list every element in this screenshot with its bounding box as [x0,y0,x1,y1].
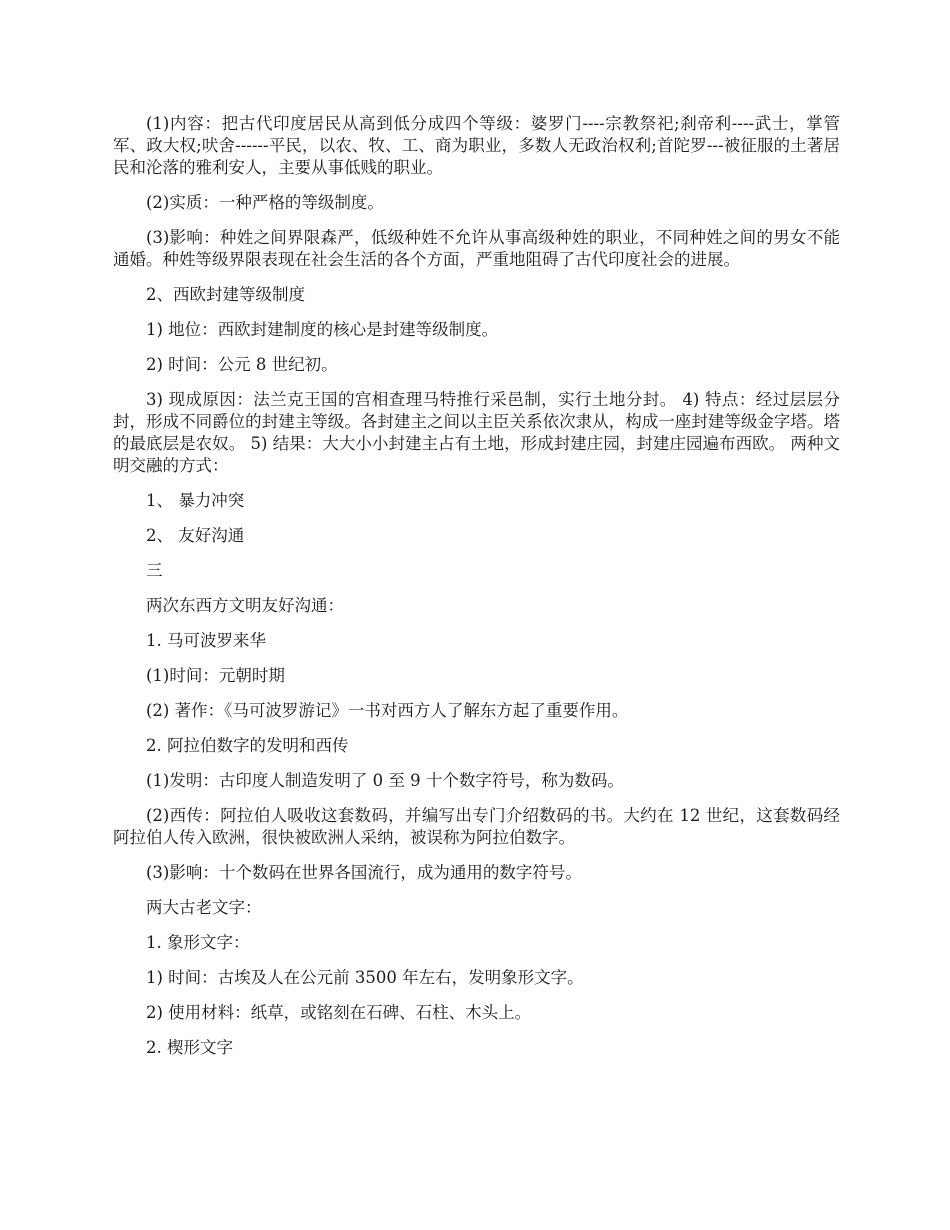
list-item-friendly-exchange: 2、 友好沟通 [146,526,245,545]
heading-cuneiform: 2. 楔形文字 [146,1038,233,1057]
document-page [113,113,840,1072]
paragraph-caste-impact: (3)影响：种姓之间界限森严，低级种姓不允许从事高级种姓的职业，不同种姓之间的男女不能通婚。种姓等级界限表现在社会生活的各个方面，严重地阻碍了古代印度社会的进展。 [113,228,840,269]
paragraph-numerals-impact: (3)影响：十个数码在世界各国流行，成为通用的数字符号。 [146,863,582,882]
paragraph-hieroglyphs-time: 1) 时间：古埃及人在公元前 3500 年左右，发明象形文字。 [146,968,584,987]
heading-western-feudal-system: 2、西欧封建等级制度 [146,285,305,304]
heading-two-ancient-scripts: 两大古老文字： [146,898,262,917]
heading-arabic-numerals: 2. 阿拉伯数字的发明和西传 [146,736,349,755]
paragraph-marco-polo-book: (2) 著作：《马可波罗游记》一书对西方人了解东方起了重要作用。 [146,701,629,720]
paragraph-numerals-spread: (2)西传：阿拉伯人吸收这套数码，并编写出专门介绍数码的书。大约在 12 世纪，这套数码经阿拉伯人传入欧洲，很快被欧洲人采纳，被误称为阿拉伯数字。 [113,806,840,847]
paragraph-feudal-cause-features-result: 3) 现成原因：法兰克王国的宫相查理马特推行采邑制，实行土地分封。 4) 特点：经过层层分封，形成不同爵位的封建主等级。各封建主之间以主臣关系依次隶从，构成一座封建等级金字塔。塔的最底层是农奴。 5) 结果：大大小小封建主占有土地，形成封建庄园，封建庄园遍布西欧。 两种文明交融的方式： [113,390,840,475]
paragraph-feudal-status: 1) 地位：西欧封建制度的核心是封建等级制度。 [146,320,499,339]
list-item-violent-conflict: 1、 暴力冲突 [146,491,245,510]
paragraph-hieroglyphs-materials: 2) 使用材料：纸草，或铭刻在石碑、石柱、木头上。 [146,1003,532,1022]
heading-hieroglyphs: 1. 象形文字： [146,933,250,952]
heading-marco-polo: 1. 马可波罗来华 [146,631,266,650]
paragraph-marco-polo-time: (1)时间：元朝时期 [146,666,285,685]
paragraph-numerals-invention: (1)发明：古印度人制造发明了 0 至 9 十个数字符号，称为数码。 [146,771,624,790]
section-number-three: 三 [146,561,163,580]
paragraph-caste-essence: (2)实质：一种严格的等级制度。 [146,193,384,212]
paragraph-caste-content: (1)内容：把古代印度居民从高到低分成四个等级：婆罗门----宗教祭祀;刹帝利----武士，掌管军、政大权;吠舍------平民，以农、牧、工、商为职业，多数人无政治权利;首陀罗---被征服的土著居民和沦落的雅利安人，主要从事低贱的职业。 [113,114,840,177]
paragraph-feudal-time: 2) 时间：公元 8 世纪初。 [146,355,338,374]
heading-two-exchanges: 两次东西方文明友好沟通： [146,596,344,615]
